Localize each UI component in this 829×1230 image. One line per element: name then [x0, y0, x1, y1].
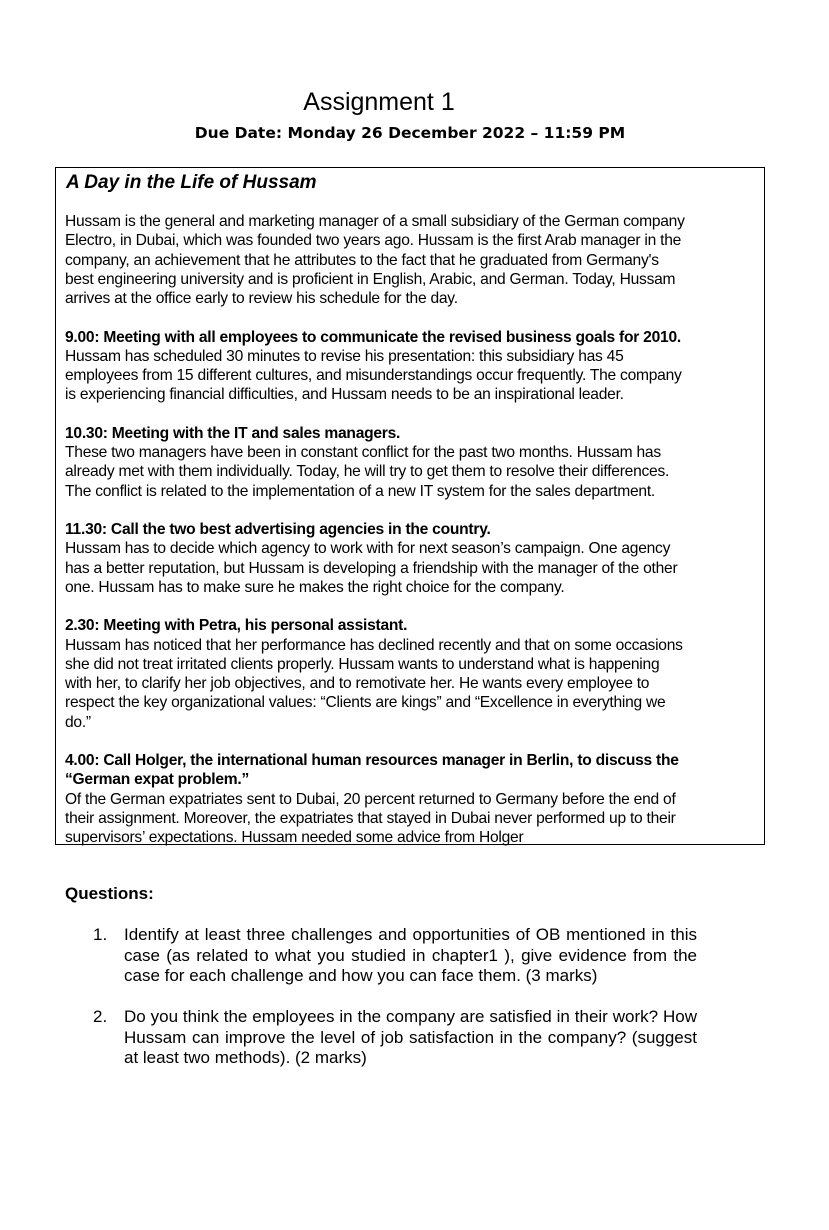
questions-heading: Questions:	[65, 884, 154, 903]
paragraph-line: is experiencing financial difficulties, and Hussam needs to be an inspirational leader.	[65, 386, 624, 404]
paragraph-line: Hussam has scheduled 30 minutes to revise his presentation: this subsidiary has 45	[65, 347, 624, 365]
case-paragraph	[65, 520, 765, 597]
schedule-heading: 10.30: Meeting with the IT and sales managers.	[65, 424, 401, 442]
question-text: Do you think the employees in the company are satisfied in their work? How Hussam can improve the level of job satisfaction in the company? (suggest at least two methods). (2 marks)	[124, 1007, 697, 1067]
schedule-heading: 4.00: Call Holger, the international human resources manager in Berlin, to discuss the	[65, 752, 679, 769]
paragraph-line: arrives at the office early to review his schedule for the day.	[65, 290, 458, 307]
paragraph-line: has a better reputation, but Hussam is developing a friendship with the manager of the other	[65, 559, 678, 577]
question-item	[93, 925, 697, 987]
paragraph-line: with her, to clarify her job objectives, and to remotivate her. He wants every employee to	[65, 675, 650, 692]
paragraph-line: she did not treat irritated clients properly. Hussam wants to understand what is happening	[65, 655, 660, 673]
schedule-heading: 11.30: Call the two best advertising agencies in the country.	[65, 521, 491, 538]
paragraph-line: Electro, in Dubai, which was founded two years ago. Hussam is the first Arab manager in the	[65, 232, 682, 250]
question-text: Identify at least three challenges and opportunities of OB mentioned in this case (as related to what you studied in chapter1 ), give evidence from the case for each challenge and how you can face them. (3 marks)	[124, 925, 697, 985]
due-date: Due Date: Monday 26 December 2022 – 11:59 PM	[194, 124, 626, 142]
paragraph-line: best engineering university and is proficient in English, Arabic, and German. Today, Hussam	[65, 270, 676, 288]
paragraph-line: their assignment. Moreover, the expatriates that stayed in Dubai never performed up to their	[65, 809, 676, 827]
schedule-heading: “German expat problem.”	[65, 771, 250, 789]
case-paragraph	[65, 328, 765, 405]
paragraph-line: Of the German expatriates sent to Dubai, 20 percent returned to Germany before the end of	[65, 790, 676, 808]
schedule-heading: 2.30: Meeting with Petra, his personal assistant.	[65, 617, 408, 635]
case-paragraph	[65, 751, 765, 847]
case-box	[55, 167, 765, 845]
paragraph-line: supervisors’ expectations. Hussam needed some advice from Holger	[65, 829, 524, 846]
paragraph-line: Hussam has noticed that her performance has declined recently and that on some occasions	[65, 636, 683, 654]
question-item	[93, 1007, 697, 1069]
paragraph-line: already met with them individually. Today, he will try to get them to resolve their differences.	[65, 463, 670, 481]
question-number: 2.	[93, 1007, 108, 1026]
questions-list	[93, 925, 697, 1089]
paragraph-line: do.”	[65, 713, 91, 731]
case-paragraph	[65, 616, 765, 732]
question-number: 1.	[93, 925, 108, 944]
paragraph-line: These two managers have been in constant conflict for the past two months. Hussam has	[65, 444, 661, 461]
case-body	[65, 212, 765, 867]
case-paragraph	[65, 212, 765, 308]
paragraph-line: respect the key organizational values: “Clients are kings” and “Excellence in everything we	[65, 694, 666, 712]
schedule-heading: 9.00: Meeting with all employees to communicate the revised business goals for 2010.	[65, 328, 681, 346]
paragraph-line: employees from 15 different cultures, and misunderstandings occur frequently. The company	[65, 367, 682, 384]
assignment-title: Assignment 1	[303, 88, 455, 116]
paragraph-line: company, an achievement that he attributes to the fact that he graduated from Germany's	[65, 251, 659, 269]
case-title: A Day in the Life of Hussam	[66, 172, 317, 193]
paragraph-line: one. Hussam has to make sure he makes the right choice for the company.	[65, 578, 565, 596]
paragraph-line: Hussam is the general and marketing manager of a small subsidiary of the German company	[65, 213, 685, 230]
case-paragraph	[65, 424, 765, 501]
paragraph-line: The conflict is related to the implementation of a new IT system for the sales department.	[65, 482, 655, 500]
paragraph-line: Hussam has to decide which agency to work with for next season’s campaign. One agency	[65, 540, 671, 558]
